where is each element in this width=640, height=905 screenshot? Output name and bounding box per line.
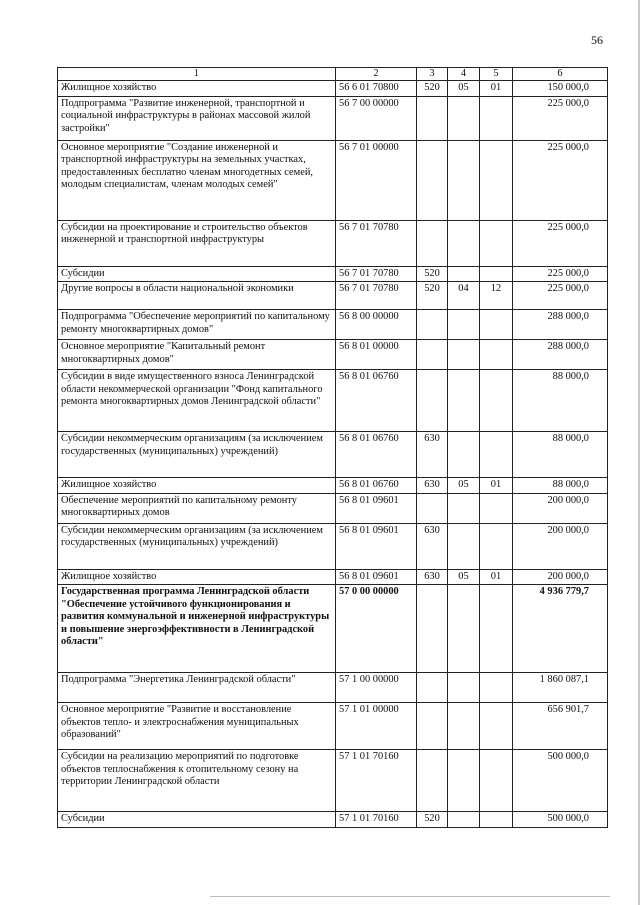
row-code: 56 8 01 06760 <box>336 478 417 493</box>
row-vr: 520 <box>417 812 448 827</box>
row-vr <box>417 220 448 266</box>
row-code: 57 1 00 00000 <box>336 673 417 703</box>
row-pr: 01 <box>480 478 513 493</box>
row-code: 57 1 01 70160 <box>336 750 417 812</box>
row-sum: 656 901,7 <box>513 703 608 750</box>
header-col-4: 4 <box>448 68 480 81</box>
table-row <box>58 523 608 569</box>
row-pr <box>480 340 513 370</box>
row-code: 57 0 00 00000 <box>336 585 417 673</box>
header-col-3: 3 <box>417 68 448 81</box>
row-rz <box>448 750 480 812</box>
row-name: Субсидии некоммерческим организациям (за исключением государственных (муниципальных) учреждений) <box>58 432 336 478</box>
row-sum: 225 000,0 <box>513 140 608 220</box>
row-sum: 200 000,0 <box>513 523 608 569</box>
row-vr <box>417 370 448 432</box>
row-sum: 500 000,0 <box>513 750 608 812</box>
header-col-2: 2 <box>336 68 417 81</box>
row-pr <box>480 310 513 340</box>
table-row <box>58 81 608 96</box>
row-rz: 04 <box>448 282 480 310</box>
row-vr <box>417 750 448 812</box>
table-row <box>58 282 608 310</box>
table-row-program <box>58 585 608 673</box>
row-code: 57 1 01 70160 <box>336 812 417 827</box>
row-pr <box>480 432 513 478</box>
row-name: Субсидии в виде имущественного взноса Ленинградской области некоммерческой организации "Фонд капитального ремонта многоквартирных домов Ленинградской области" <box>58 370 336 432</box>
row-vr: 520 <box>417 81 448 96</box>
row-pr: 01 <box>480 569 513 584</box>
row-sum: 88 000,0 <box>513 478 608 493</box>
row-rz <box>448 370 480 432</box>
row-code: 56 7 01 70780 <box>336 220 417 266</box>
row-name: Подпрограмма "Энергетика Ленинградской области" <box>58 673 336 703</box>
row-sum: 200 000,0 <box>513 493 608 523</box>
row-sum: 225 000,0 <box>513 96 608 140</box>
row-sum: 150 000,0 <box>513 81 608 96</box>
row-code: 56 7 01 00000 <box>336 140 417 220</box>
row-rz <box>448 673 480 703</box>
row-pr <box>480 493 513 523</box>
row-vr: 630 <box>417 569 448 584</box>
row-name: Субсидии на проектирование и строительство объектов инженерной и транспортной инфраструктуры <box>58 220 336 266</box>
row-vr: 520 <box>417 282 448 310</box>
row-pr <box>480 673 513 703</box>
row-pr <box>480 585 513 673</box>
row-pr: 12 <box>480 282 513 310</box>
row-sum: 200 000,0 <box>513 569 608 584</box>
row-rz <box>448 523 480 569</box>
row-rz: 05 <box>448 478 480 493</box>
row-name: Субсидии на реализацию мероприятий по подготовке объектов теплоснабжения к отопительному сезону на территории Ленинградской области <box>58 750 336 812</box>
row-pr <box>480 96 513 140</box>
table-header-row <box>58 68 608 81</box>
row-sum: 225 000,0 <box>513 282 608 310</box>
table-row <box>58 266 608 281</box>
row-rz <box>448 140 480 220</box>
row-rz: 05 <box>448 569 480 584</box>
row-rz: 05 <box>448 81 480 96</box>
row-sum: 225 000,0 <box>513 266 608 281</box>
row-pr <box>480 523 513 569</box>
budget-table <box>57 67 608 828</box>
row-sum: 500 000,0 <box>513 812 608 827</box>
row-code: 56 8 01 09601 <box>336 493 417 523</box>
row-code: 56 7 01 70780 <box>336 282 417 310</box>
table-row <box>58 750 608 812</box>
row-code: 56 8 01 09601 <box>336 523 417 569</box>
row-vr <box>417 703 448 750</box>
row-rz <box>448 96 480 140</box>
row-code: 56 6 01 70800 <box>336 81 417 96</box>
table-row <box>58 812 608 827</box>
row-vr: 630 <box>417 478 448 493</box>
row-pr <box>480 140 513 220</box>
row-vr <box>417 340 448 370</box>
row-name: Государственная программа Ленинградской области "Обеспечение устойчивого функционирования и развития коммунальной и инженерной инфраструктуры и повышение энергоэффективности в Ленинградской области" <box>58 585 336 673</box>
row-code: 56 7 01 70780 <box>336 266 417 281</box>
row-name: Подпрограмма "Обеспечение мероприятий по капитальному ремонту многоквартирных домов" <box>58 310 336 340</box>
row-sum: 88 000,0 <box>513 432 608 478</box>
scan-bottom-rule <box>210 896 610 897</box>
row-code: 56 8 01 06760 <box>336 432 417 478</box>
row-rz <box>448 493 480 523</box>
row-code: 56 8 01 09601 <box>336 569 417 584</box>
table-row <box>58 569 608 584</box>
row-vr <box>417 585 448 673</box>
row-code: 56 7 00 00000 <box>336 96 417 140</box>
row-name: Другие вопросы в области национальной экономики <box>58 282 336 310</box>
row-pr: 01 <box>480 81 513 96</box>
row-sum: 4 936 779,7 <box>513 585 608 673</box>
row-code: 56 8 01 00000 <box>336 340 417 370</box>
row-name: Подпрограмма "Развитие инженерной, транспортной и социальной инфраструктуры в районах массовой жилой застройки" <box>58 96 336 140</box>
row-rz <box>448 220 480 266</box>
row-vr <box>417 96 448 140</box>
row-rz <box>448 585 480 673</box>
row-sum: 225 000,0 <box>513 220 608 266</box>
row-vr <box>417 493 448 523</box>
row-name: Субсидии <box>58 812 336 827</box>
table-row <box>58 370 608 432</box>
table-row <box>58 478 608 493</box>
row-pr <box>480 812 513 827</box>
row-pr <box>480 703 513 750</box>
table-row <box>58 96 608 140</box>
header-col-5: 5 <box>480 68 513 81</box>
row-vr: 630 <box>417 523 448 569</box>
page-number: 56 <box>591 33 603 47</box>
row-rz <box>448 340 480 370</box>
table-row <box>58 340 608 370</box>
table-row <box>58 432 608 478</box>
row-name: Основное мероприятие "Капитальный ремонт многоквартирных домов" <box>58 340 336 370</box>
row-pr <box>480 750 513 812</box>
row-sum: 88 000,0 <box>513 370 608 432</box>
row-rz <box>448 266 480 281</box>
row-vr <box>417 310 448 340</box>
row-vr <box>417 140 448 220</box>
row-sum: 1 860 087,1 <box>513 673 608 703</box>
table-row <box>58 310 608 340</box>
row-vr: 630 <box>417 432 448 478</box>
row-pr <box>480 220 513 266</box>
row-vr: 520 <box>417 266 448 281</box>
row-name: Основное мероприятие "Развитие и восстановление объектов тепло- и электроснабжения муниципальных образований" <box>58 703 336 750</box>
row-name: Субсидии некоммерческим организациям (за исключением государственных (муниципальных) учреждений) <box>58 523 336 569</box>
header-col-6: 6 <box>513 68 608 81</box>
table-row <box>58 220 608 266</box>
row-name: Жилищное хозяйство <box>58 81 336 96</box>
header-col-1: 1 <box>58 68 336 81</box>
row-sum: 288 000,0 <box>513 310 608 340</box>
row-code: 56 8 00 00000 <box>336 310 417 340</box>
row-rz <box>448 703 480 750</box>
row-name: Обеспечение мероприятий по капитальному ремонту многоквартирных домов <box>58 493 336 523</box>
table-row <box>58 673 608 703</box>
row-rz <box>448 812 480 827</box>
row-name: Жилищное хозяйство <box>58 569 336 584</box>
row-vr <box>417 673 448 703</box>
row-pr <box>480 370 513 432</box>
row-code: 57 1 01 00000 <box>336 703 417 750</box>
table-row <box>58 703 608 750</box>
row-name: Жилищное хозяйство <box>58 478 336 493</box>
row-code: 56 8 01 06760 <box>336 370 417 432</box>
row-name: Основное мероприятие "Создание инженерной и транспортной инфраструктуры на земельных участках, предоставленных бесплатно членам многодетных семей, молодым специалистам, членам молодых семей" <box>58 140 336 220</box>
table-row <box>58 493 608 523</box>
table-row <box>58 140 608 220</box>
row-rz <box>448 310 480 340</box>
row-name: Субсидии <box>58 266 336 281</box>
row-pr <box>480 266 513 281</box>
row-sum: 288 000,0 <box>513 340 608 370</box>
row-rz <box>448 432 480 478</box>
